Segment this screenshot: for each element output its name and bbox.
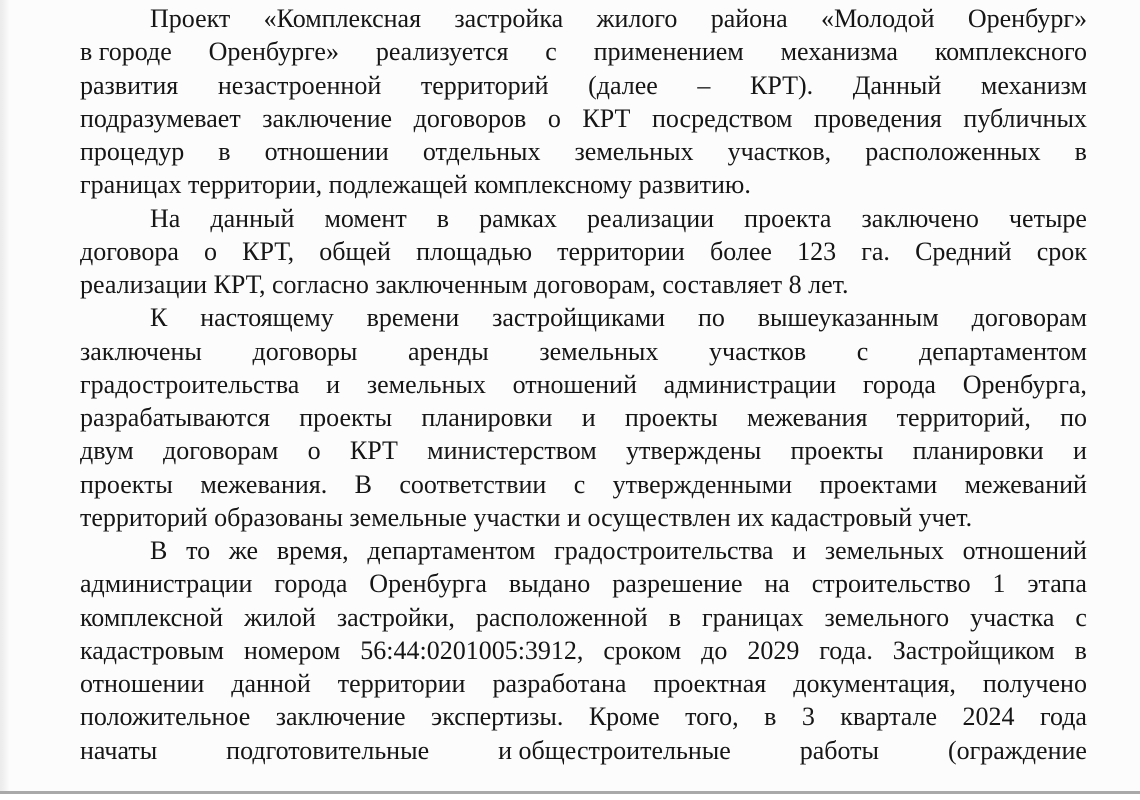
text-line [80, 69, 1087, 102]
text-line [80, 734, 1087, 767]
word: министерством [427, 436, 597, 466]
word: 1 [992, 569, 1006, 599]
word: с [856, 336, 869, 366]
text-line [80, 534, 1087, 567]
word: города [862, 369, 936, 399]
word: настоящему [200, 303, 334, 333]
text-line [80, 35, 1087, 68]
text-line [80, 700, 1087, 733]
word: Оренбурга, [962, 369, 1087, 399]
word: общей [319, 236, 391, 266]
word: департаментом [919, 336, 1087, 366]
word: и [581, 403, 596, 432]
word: «Комплексная [263, 4, 422, 33]
word: вышеуказанным [757, 303, 939, 333]
word: территории [557, 236, 685, 266]
word: проекты [624, 403, 718, 432]
word: межевания. [200, 469, 328, 499]
text-line [80, 567, 1087, 600]
word: (далее [588, 70, 658, 100]
paragraph [80, 202, 1087, 302]
word: района [710, 4, 788, 33]
word: территорий, [896, 403, 1031, 432]
paragraph [80, 301, 1087, 534]
word: градостроительства [80, 369, 300, 399]
word: утверждены [626, 436, 762, 466]
word: Проект [150, 4, 231, 33]
word: В [150, 536, 168, 565]
text-line [80, 335, 1087, 368]
word: договоров [413, 103, 527, 133]
word: межеваний [964, 469, 1087, 499]
word: КРТ, [242, 236, 295, 266]
word: КРТ [582, 103, 631, 133]
word: механизма [780, 37, 898, 67]
word: градостроительства [554, 536, 774, 565]
word: 2029 [747, 635, 800, 665]
word: о [204, 236, 218, 266]
text-line [80, 434, 1087, 467]
text-line [80, 202, 1087, 235]
word: участков [709, 336, 807, 366]
word: площадью [416, 236, 533, 266]
word: реализуется [375, 37, 509, 67]
word: кадастровым [80, 635, 224, 665]
word: отношении [264, 137, 389, 166]
word: Застройщиком [892, 635, 1055, 665]
word: комплексной [80, 602, 224, 632]
word: разрешение [612, 569, 743, 599]
word: проекта [744, 203, 832, 233]
word: заключение [275, 702, 406, 732]
word: земельного [824, 602, 950, 632]
word: процедур [80, 137, 185, 166]
word: отношении [80, 669, 205, 698]
text-line: реализации КРТ, согласно заключенным договорам, составляет 8 лет. [80, 270, 849, 299]
word: в [436, 203, 450, 233]
word: К [150, 303, 168, 333]
word: года. [819, 635, 873, 665]
text-line [80, 135, 1087, 168]
word: 2024 [962, 702, 1015, 732]
word: квартале [840, 702, 938, 732]
word: застройка [454, 4, 564, 33]
word: четыре [1008, 203, 1087, 233]
word: На [150, 203, 181, 233]
word: сроком [603, 635, 682, 665]
text-line [80, 102, 1087, 135]
word: участков, [727, 137, 832, 166]
word: договорам [163, 436, 279, 466]
word: до [701, 635, 728, 665]
word: экспертизы. [431, 702, 564, 732]
word: рамках [479, 203, 557, 233]
word: механизм [980, 70, 1087, 100]
word: времени [366, 303, 460, 333]
word: Кроме [588, 702, 660, 732]
word: проекты [80, 469, 173, 499]
text-line [80, 634, 1087, 667]
word: этапа [1027, 569, 1087, 599]
word: публичных [963, 103, 1087, 133]
word: и [792, 536, 807, 565]
paragraph [80, 534, 1087, 767]
word: 56:44:0201005:3912, [360, 635, 584, 665]
word: с [545, 37, 557, 67]
word: и [326, 369, 341, 399]
word: межевания [747, 403, 868, 432]
word: земельных [366, 369, 486, 399]
text-line: территорий образованы земельные участки и осуществлен их кадастровый учет. [80, 502, 973, 532]
text-line [80, 667, 1087, 700]
word: га. [861, 236, 890, 266]
word: в [764, 702, 777, 732]
word: расположенных [865, 137, 1041, 166]
text-line [80, 235, 1087, 268]
word: проекты [790, 436, 884, 466]
word: участка [970, 602, 1055, 632]
word: отдельных [422, 137, 541, 166]
word: более [709, 236, 772, 266]
word: о [307, 436, 321, 466]
word: о [547, 103, 561, 133]
word: момент [324, 203, 407, 233]
text-line [80, 601, 1087, 634]
word: разрабатываются [80, 403, 271, 432]
text-line: границах территории, подлежащей комплексному развитию. [80, 170, 751, 200]
word: планировки [421, 403, 553, 432]
word: в [668, 602, 682, 632]
scan-background [0, 794, 1140, 800]
text-line [80, 401, 1087, 434]
word: «Молодой [821, 4, 935, 33]
text-line [80, 301, 1087, 334]
word: же [228, 536, 259, 565]
word: департаментом [367, 536, 536, 565]
word: в [218, 137, 231, 166]
word: В [354, 469, 372, 499]
word: работы [799, 735, 879, 765]
word: на [764, 569, 790, 599]
word: 3 [801, 702, 815, 732]
word: данный [210, 203, 295, 233]
word: аренды [407, 336, 489, 366]
paragraph [80, 2, 1087, 202]
word: администрации [80, 569, 253, 599]
word: застройщиками [492, 303, 666, 333]
word: положительное [80, 702, 251, 732]
word: КРТ). [750, 70, 814, 100]
word: получено [982, 669, 1087, 698]
word: комплексного [934, 37, 1087, 67]
text-line [80, 368, 1087, 401]
word: утвержденными [612, 469, 793, 499]
word: и [1072, 436, 1087, 466]
word: земельных [539, 336, 659, 366]
word: Средний [915, 236, 1012, 266]
word: и общестроительные [498, 735, 731, 765]
word: Оренбурга [369, 569, 487, 599]
word: границах [702, 602, 804, 632]
word: территорий [420, 70, 549, 100]
word: строительство [811, 569, 971, 599]
word: договора [80, 236, 179, 266]
word: проведения [814, 103, 942, 133]
word: застройки, [336, 602, 455, 632]
word: отношений [512, 369, 637, 399]
word: развития [80, 70, 179, 100]
word: территории [337, 669, 466, 698]
word: проектами [819, 469, 938, 499]
word: договоры [252, 336, 358, 366]
word: незастроенной [217, 70, 382, 100]
word: Оренбурге» [208, 37, 339, 67]
word: соответствии [399, 469, 547, 499]
word: 123 [797, 236, 837, 266]
word: двум [80, 436, 134, 466]
word: в [1074, 635, 1087, 665]
word: жилого [596, 4, 678, 33]
word: договорам [971, 303, 1087, 333]
word: по [1060, 403, 1087, 432]
text-line [80, 468, 1087, 501]
word: – [697, 70, 711, 100]
word: по [697, 303, 725, 333]
word: подразумевает [80, 103, 241, 133]
word: (ограждение [947, 735, 1087, 765]
word: выдано [508, 569, 591, 599]
word: с [1075, 602, 1087, 632]
word: проектная [653, 669, 767, 698]
word: в [1074, 137, 1087, 166]
word: земельных [824, 536, 944, 565]
word: года [1039, 702, 1087, 732]
word: расположенной [475, 602, 648, 632]
word: КРТ [349, 436, 398, 466]
word: жилой [244, 602, 316, 632]
word: разработана [492, 669, 627, 698]
word: подготовительные [226, 735, 430, 765]
document-body [80, 2, 1087, 767]
scan-edge-shadow [0, 0, 10, 800]
word: то [186, 536, 211, 565]
word: начаты [80, 735, 158, 765]
word: в городе [80, 37, 172, 67]
word: применением [593, 37, 744, 67]
word: заключены [80, 336, 202, 366]
word: данной [231, 669, 311, 698]
word: Оренбург» [967, 4, 1087, 33]
word: проекты [299, 403, 393, 432]
word: планировки [912, 436, 1044, 466]
word: заключено [861, 203, 979, 233]
word: реализации [587, 203, 715, 233]
word: срок [1036, 236, 1087, 266]
word: время, [276, 536, 349, 565]
word: номером [243, 635, 341, 665]
word: посредством [651, 103, 793, 133]
word: земельных [574, 137, 694, 166]
word: заключение [262, 103, 393, 133]
word: с [573, 469, 586, 499]
text-line [80, 2, 1087, 35]
word: того, [685, 702, 739, 732]
word: администрации [663, 369, 837, 399]
word: документация, [793, 669, 956, 698]
word: отношений [962, 536, 1087, 565]
word: города [274, 569, 348, 599]
word: Данный [852, 70, 942, 100]
